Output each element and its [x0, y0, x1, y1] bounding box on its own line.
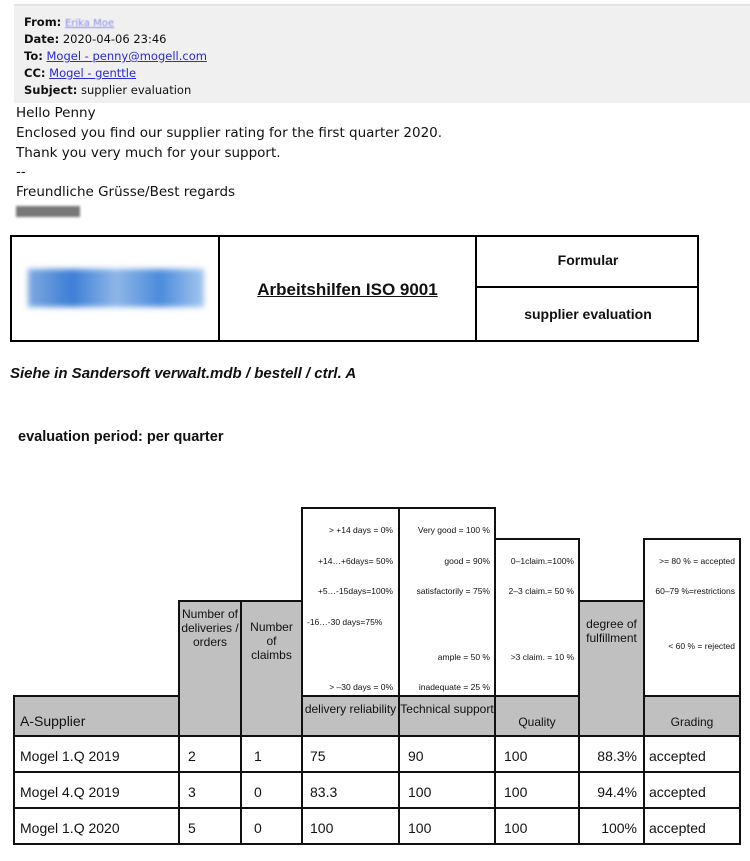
table-cell-supplier: Mogel 4.Q 2019 [13, 771, 180, 809]
table-cell-claims: 0 [240, 807, 303, 845]
grading-criteria: >= 80 % = accepted 60–79 %=restrictions < 60 % = rejected [643, 538, 741, 697]
body-line: Thank you very much for your support. [16, 145, 281, 161]
form-header [10, 235, 699, 342]
to-link[interactable]: Mogel - penny@mogell.com [46, 49, 207, 63]
table-cell-claims: 0 [240, 771, 303, 809]
table-cell-supplier: Mogel 1.Q 2019 [13, 735, 180, 773]
body-line: -- [16, 164, 26, 180]
body-line: Hello Penny [16, 105, 96, 121]
header-fulfillment: degree of fulfillment [578, 600, 645, 737]
body-line: Enclosed you find our supplier rating for the first quarter 2020. [16, 125, 443, 141]
table-cell-quality: 100 [494, 771, 580, 809]
subject-line: Subject: supplier evaluation [24, 83, 192, 97]
body-line: Freundliche Grüsse/Best regards [16, 184, 236, 200]
delivery-criteria: > +14 days = 0% +14…+6days= 50% +5…-15days=100% -16…-30 days=75% > –30 days = 0% [301, 507, 400, 697]
header-delivery: delivery reliability [301, 695, 400, 737]
form-title: Arbeitshilfen ISO 9001 [257, 280, 438, 299]
from-line: From: Erika Moe [24, 15, 114, 29]
table-cell-deliveries: 5 [178, 807, 242, 845]
table-cell-delivery: 83.3 [301, 771, 400, 809]
table-cell-supplier: Mogel 1.Q 2020 [13, 807, 180, 845]
table-cell-deliveries: 2 [178, 735, 242, 773]
header-quality: Quality [494, 695, 580, 737]
signature-redacted [16, 206, 80, 217]
header-supplier: A-Supplier [13, 695, 180, 737]
header-grading: Grading [643, 695, 741, 737]
table-cell-quality: 100 [494, 735, 580, 773]
to-line: To: Mogel - penny@mogell.com [24, 49, 207, 63]
table-cell-deliveries: 3 [178, 771, 242, 809]
company-logo [28, 269, 204, 307]
form-label: Formular [557, 252, 619, 268]
evaluation-period: evaluation period: per quarter [18, 429, 224, 445]
table-cell-grading: accepted [643, 771, 741, 809]
cc-line: CC: Mogel - genttle [24, 66, 137, 80]
table-cell-grading: accepted [643, 735, 741, 773]
table-cell-delivery: 75 [301, 735, 400, 773]
email-header [14, 4, 750, 103]
date-line: Date: 2020-04-06 23:46 [24, 32, 167, 46]
technical-criteria: Very good = 100 % good = 90% satisfactorily = 75% ample = 50 % inadequate = 25 % [398, 507, 496, 697]
table-cell-technical: 100 [398, 807, 496, 845]
table-cell-quality: 100 [494, 807, 580, 845]
header-claims: Number of claimbs [240, 600, 303, 737]
table-cell-claims: 1 [240, 735, 303, 773]
quality-criteria: 0–1claim.=100% 2–3 claim.= 50 % >3 claim. = 10 % [494, 538, 580, 697]
sender-name-link[interactable]: Erika Moe [64, 18, 114, 29]
table-cell-technical: 100 [398, 771, 496, 809]
database-note: Siehe in Sandersoft verwalt.mdb / bestell / ctrl. A [10, 365, 357, 382]
cc-link[interactable]: Mogel - genttle [49, 66, 137, 80]
table-cell-technical: 90 [398, 735, 496, 773]
table-cell-fulfillment: 100% [578, 807, 645, 845]
table-cell-fulfillment: 94.4% [578, 771, 645, 809]
table-cell-delivery: 100 [301, 807, 400, 845]
table-cell-fulfillment: 88.3% [578, 735, 645, 773]
form-type: supplier evaluation [524, 306, 652, 322]
header-technical: Technical support [398, 695, 496, 737]
table-cell-grading: accepted [643, 807, 741, 845]
header-deliveries: Number of deliveries / orders [178, 600, 242, 737]
